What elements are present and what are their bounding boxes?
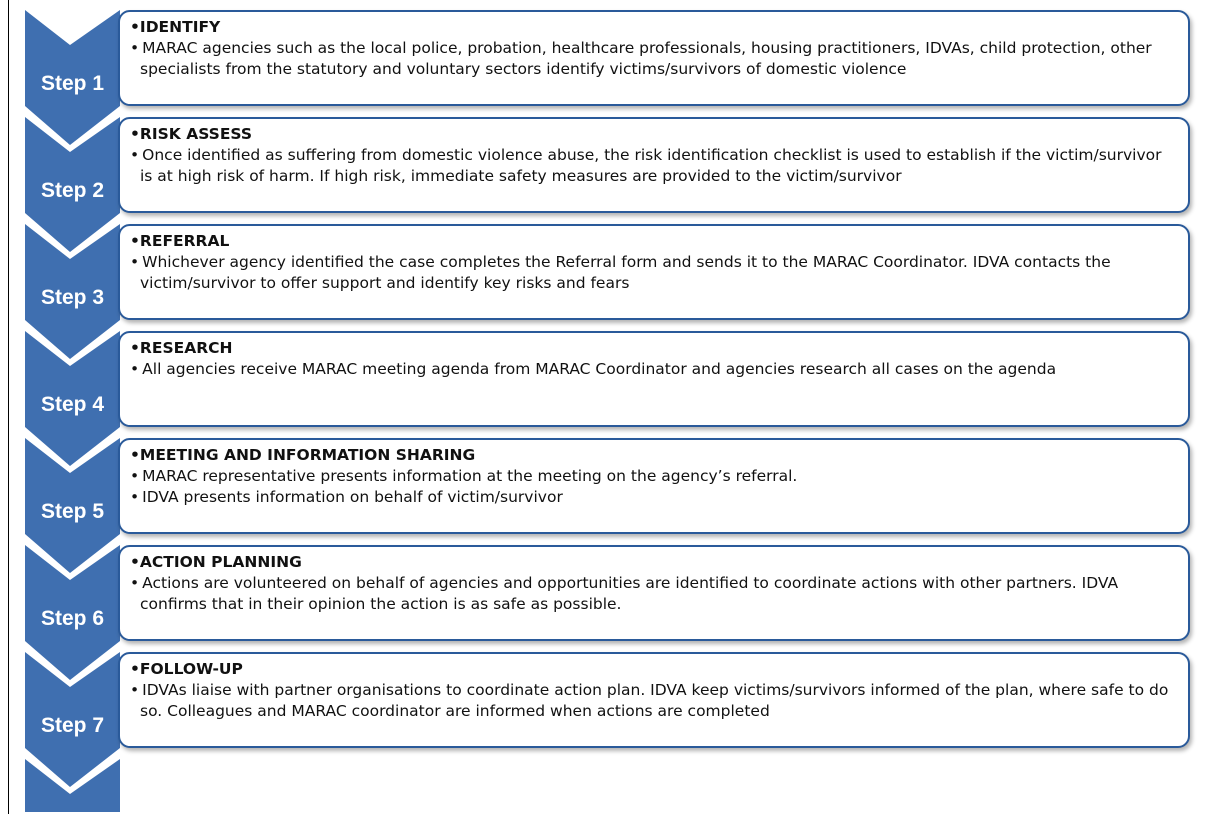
step-1-heading: • IDENTIFY: [130, 17, 1174, 38]
step-3-box: [118, 224, 1190, 320]
step-4-heading: • RESEARCH: [130, 338, 1174, 359]
step-2-item-1: • Once identified as suffering from domestic violence abuse, the risk identification checklist is used to establish if the victim/survivor is at high risk of harm. If high risk, immediate safety measures are provided to the victim/survivor: [130, 145, 1174, 187]
step-2-label: Step 2: [40, 179, 105, 202]
step-5-item-2: • IDVA presents information on behalf of victim/survivor: [130, 487, 1174, 508]
step-7-item-1: • IDVAs liaise with partner organisations to coordinate action plan. IDVA keep victims/survivors informed of the plan, where safe to do so. Colleagues and MARAC coordinator are informed when actions are completed: [130, 680, 1174, 722]
step-4-item-1: • All agencies receive MARAC meeting agenda from MARAC Coordinator and agencies research all cases on the agenda: [130, 359, 1174, 380]
step-4-box: [118, 331, 1190, 427]
step-2-heading: • RISK ASSESS: [130, 124, 1174, 145]
step-2-box: [118, 117, 1190, 213]
step-5-item-1: • MARAC representative presents information at the meeting on the agency’s referral.: [130, 466, 1174, 487]
step-7-label: Step 7: [40, 714, 105, 737]
step-5-heading: • MEETING AND INFORMATION SHARING: [130, 445, 1174, 466]
step-1-label: Step 1: [40, 72, 105, 95]
step-6-label: Step 6: [40, 607, 105, 630]
step-5-label: Step 5: [40, 500, 105, 523]
step-4-label: Step 4: [40, 393, 105, 416]
step-5-box: [118, 438, 1190, 534]
step-7-box: [118, 652, 1190, 748]
step-3-item-1: • Whichever agency identified the case completes the Referral form and sends it to the MARAC Coordinator. IDVA contacts the victim/survivor to offer support and identify key risks and fears: [130, 252, 1174, 294]
step-1-box: [118, 10, 1190, 106]
step-3-heading: • REFERRAL: [130, 231, 1174, 252]
step-6-item-1: • Actions are volunteered on behalf of agencies and opportunities are identified to coordinate actions with other partners. IDVA confirms that in their opinion the action is as safe as possible.: [130, 573, 1174, 615]
step-1-item-1: • MARAC agencies such as the local police, probation, healthcare professionals, housing practitioners, IDVAs, child protection, other specialists from the statutory and voluntary sectors identify victims/survivors of domestic violence: [130, 38, 1174, 80]
step-3-label: Step 3: [40, 286, 105, 309]
step-7-heading: • FOLLOW-UP: [130, 659, 1174, 680]
step-6-heading: • ACTION PLANNING: [130, 552, 1174, 573]
step-6-box: [118, 545, 1190, 641]
